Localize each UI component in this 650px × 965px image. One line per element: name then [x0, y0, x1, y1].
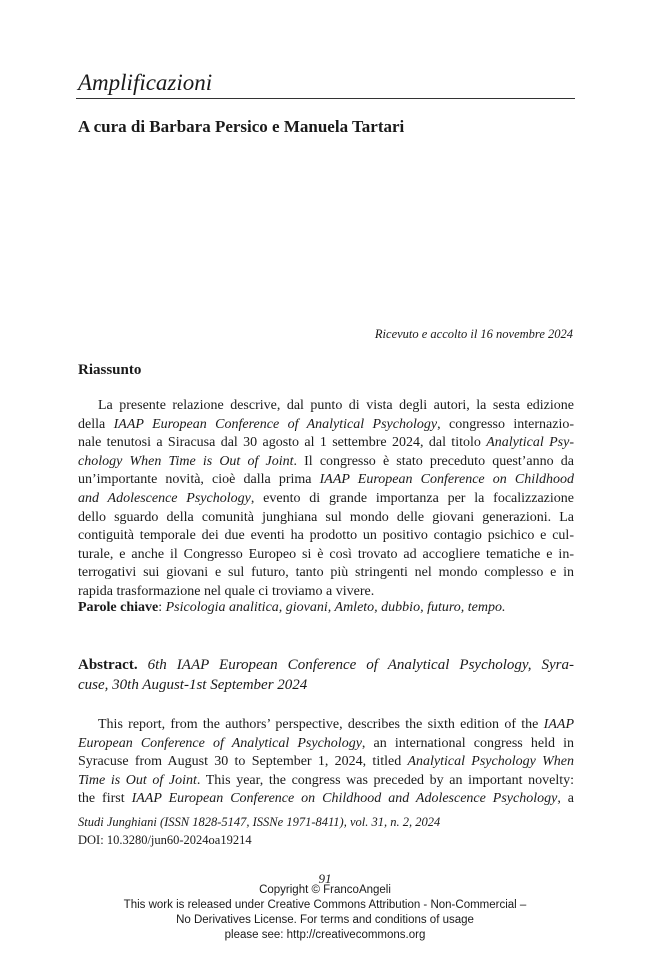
- text-line: [78, 546, 574, 565]
- abstract-paragraph: [78, 716, 574, 809]
- license-notice: [0, 883, 650, 943]
- text-line: [78, 564, 574, 583]
- italic-run: chology When Time is Out of Joint: [78, 453, 294, 469]
- text-run: La presente relazione descrive, dal punto di vista degli autori, la sesta edizione: [98, 398, 574, 413]
- text-run: , an international congress held in: [361, 735, 574, 751]
- text-line: [78, 790, 574, 809]
- italic-run: and Adolescence Psychology: [78, 490, 251, 506]
- text-run: rapida trasformazione nel quale ci troviamo a vivere.: [78, 583, 375, 599]
- doi: DOI: 10.3280/jun60-2024oa19214: [78, 833, 252, 847]
- license-line-2: No Derivatives License. For terms and conditions of usage: [176, 914, 474, 926]
- keywords-separator: :: [158, 600, 166, 615]
- text-line: [78, 583, 574, 602]
- italic-run: Analytical Psy-: [486, 435, 574, 451]
- text-run: nale tenutosi a Siracusa dal 30 agosto al 1 settembre 2024, dal titolo: [78, 435, 487, 451]
- text-run: terrogativi sui giovani e sul futuro, tanto più stringenti nel mondo complesso e in: [78, 565, 574, 581]
- keywords-line: [78, 600, 506, 616]
- italic-run: Analytical Psychology When: [407, 754, 574, 770]
- license-line-1: This work is released under Creative Commons Attribution - Non-Commercial –: [123, 899, 527, 911]
- text-run: , evento di grande importanza per la focalizzazione: [250, 490, 574, 506]
- text-run: , congresso internazio-: [437, 416, 574, 432]
- riassunto-paragraph: [78, 397, 574, 602]
- abstract-title-line-1: 6th IAAP European Conference of Analytical Psychology, Syra-: [137, 657, 574, 673]
- text-line: [78, 471, 574, 490]
- text-line: [78, 735, 574, 754]
- text-line: [78, 509, 574, 528]
- keywords-text: Psicologia analitica, giovani, Amleto, dubbio, futuro, tempo.: [165, 600, 506, 615]
- abstract-label: Abstract.: [78, 657, 138, 673]
- text-run: . This year, the congress was preceded by an important novelty:: [196, 772, 575, 788]
- text-line: [78, 434, 574, 453]
- text-run: Syracuse from August 30 to September 1, 2024, titled: [78, 754, 408, 770]
- text-run: un’importante novità, cioè dalla prima: [78, 472, 320, 488]
- text-run: , a: [557, 791, 575, 807]
- text-line: [78, 527, 574, 546]
- text-run: contiguità temporale dei due eventi ha prodotto un positivo contagio psichico e cul-: [78, 528, 574, 544]
- text-run: . Il congresso è stato preceduto quest’anno da: [293, 453, 574, 469]
- italic-run: IAAP European Conference on Childhood and Adolescence Psychology: [131, 791, 558, 807]
- section-title: Amplificazioni: [78, 70, 213, 95]
- text-run: dello sguardo della comunità junghiana sul mondo delle giovani generazioni. La: [78, 509, 574, 525]
- keywords-label: Parole chiave: [78, 600, 159, 615]
- italic-run: European Conference of Analytical Psychology: [78, 735, 362, 751]
- italic-run: IAAP European Conference on Childhood: [319, 472, 574, 488]
- italic-run: IAAP: [543, 717, 574, 732]
- editors-line: A cura di Barbara Persico e Manuela Tartari: [78, 117, 405, 136]
- italic-run: Time is Out of Joint: [78, 772, 197, 788]
- text-line: [78, 490, 574, 509]
- text-line: [78, 753, 574, 772]
- text-run: della: [78, 416, 114, 432]
- text-line: [78, 716, 574, 735]
- text-line: [78, 772, 574, 791]
- abstract-title-line-2: cuse, 30th August-1st September 2024: [78, 677, 308, 693]
- journal-citation: Studi Junghiani (ISSN 1828-5147, ISSNe 1971-8411), vol. 31, n. 2, 2024: [78, 815, 441, 829]
- page-number: 91: [318, 871, 332, 886]
- text-run: the first: [78, 791, 132, 807]
- copyright-line: Copyright © FrancoAngeli: [259, 884, 391, 896]
- received-date: Ricevuto e accolto il 16 novembre 2024: [374, 327, 573, 341]
- abstract-heading: [78, 655, 574, 695]
- italic-run: IAAP European Conference of Analytical Psychology: [113, 416, 438, 432]
- license-line-3: please see: http://creativecommons.org: [224, 929, 426, 941]
- text-run: This report, from the authors’ perspective, describes the sixth edition of the: [98, 717, 544, 732]
- text-line: [78, 453, 574, 472]
- section-divider: [76, 98, 575, 99]
- text-line: [78, 397, 574, 416]
- citation-block: [78, 813, 440, 849]
- text-line: [78, 416, 574, 435]
- text-run: turale, e anche il Congresso Europeo si è così trovato ad accogliere tematiche e in-: [78, 546, 574, 562]
- riassunto-heading: Riassunto: [78, 362, 142, 378]
